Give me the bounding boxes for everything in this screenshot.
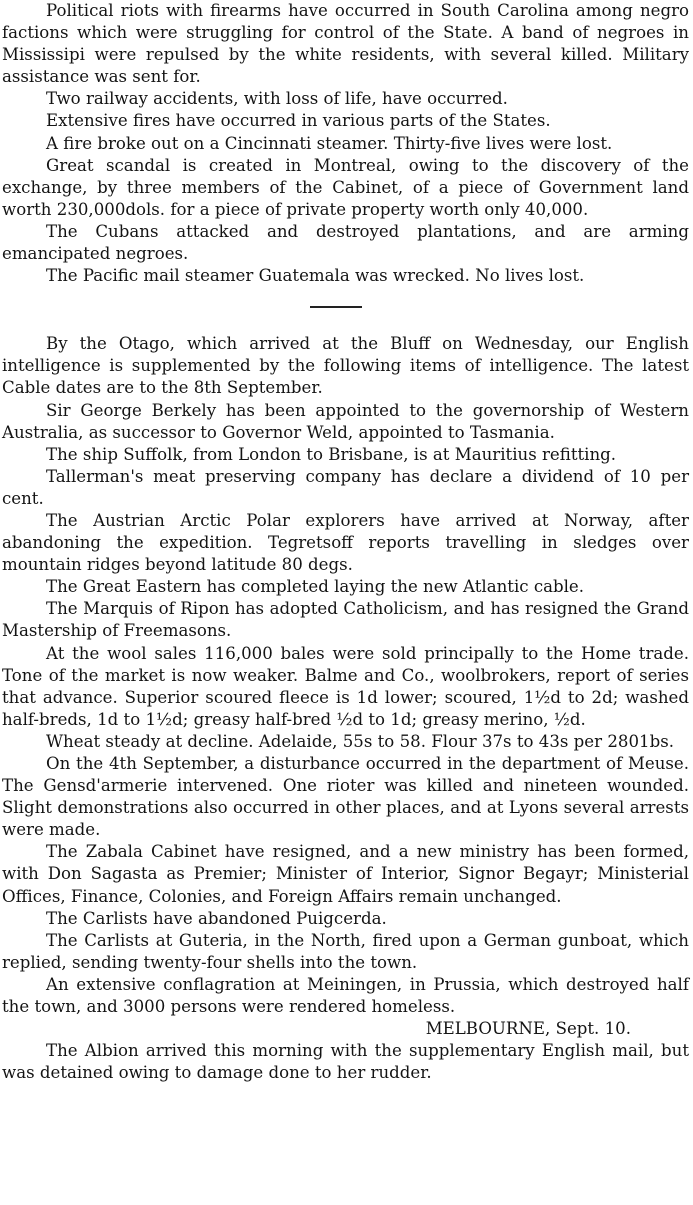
cable-news-section	[2, 0, 689, 287]
paragraph-meuse-disturbance: On the 4th September, a disturbance occurred in the department of Meuse. The Gensd'armerie intervened. One rioter was killed and nineteen wounded. Slight demonstrations also occurred in other places, and at Lyons several arrests were made.	[2, 754, 689, 840]
paragraph-carlists-guteria: The Carlists at Guteria, in the North, fired upon a German gunboat, which replied, sending twenty-four shells into the town.	[2, 930, 689, 972]
paragraph-extensive-fires: Extensive fires have occurred in various parts of the States.	[46, 111, 551, 131]
paragraph-great-eastern: The Great Eastern has completed laying the new Atlantic cable.	[46, 577, 585, 597]
paragraph-guatemala-wreck: The Pacific mail steamer Guatemala was wrecked. No lives lost.	[46, 266, 585, 286]
paragraph-tallerman-dividend: Tallerman's meat preserving company has declare a dividend of 10 per cent.	[2, 466, 689, 508]
english-intelligence-section	[2, 333, 689, 1018]
paragraph-wool-sales: At the wool sales 116,000 bales were sold principally to the Home trade. Tone of the market is now weaker. Balme and Co., woolbrokers, report of series that advance. Superior scoured fleece is 1d lower; scoured, 1½d to 2d; washed half-breds, 1d to 1½d; greasy half-bred ½d to 1d; greasy merino, ½d.	[2, 643, 689, 729]
paragraph-cincinnati-fire: A fire broke out on a Cincinnati steamer. Thirty-five lives were lost.	[46, 133, 613, 153]
paragraph-marquis-ripon: The Marquis of Ripon has adopted Catholicism, and has resigned the Grand Mastership of Freemasons.	[2, 599, 689, 641]
paragraph-carlists-puigcerda: The Carlists have abandoned Puigcerda.	[46, 908, 387, 928]
paragraph-berkely-appointment: Sir George Berkely has been appointed to the governorship of Western Australia, as successor to Governor Weld, appointed to Tasmania.	[2, 400, 689, 442]
paragraph-zabala-cabinet: The Zabala Cabinet have resigned, and a new ministry has been formed, with Don Sagasta as Premier; Minister of Interior, Signor Begayr; Ministerial Offices, Finance, Colonies, and Foreign Affairs remain unchanged.	[2, 842, 689, 906]
melbourne-section	[2, 1040, 689, 1084]
paragraph-otago-arrival: By the Otago, which arrived at the Bluff on Wednesday, our English intelligence is supplemented by the following items of intelligence. The latest Cable dates are to the 8th September.	[2, 334, 689, 398]
section-divider	[310, 306, 362, 308]
paragraph-arctic-explorers: The Austrian Arctic Polar explorers have arrived at Norway, after abandoning the expedition. Tegretsoff reports travelling in sledges over mountain ridges beyond latitude 80 degs.	[2, 510, 689, 575]
dateline-melbourne: MELBOURNE, Sept. 10.	[425, 1019, 631, 1039]
paragraph-wheat-prices: Wheat steady at decline. Adelaide, 55s to 58. Flour 37s to 43s per 2801bs.	[46, 731, 674, 751]
paragraph-south-carolina-riots: Political riots with firearms have occurred in South Carolina among negro factions which were struggling for control of the State. A band of negroes in Mississipi were repulsed by the white residents, with several killed. Military assistance was sent for.	[2, 1, 689, 87]
paragraph-cubans: The Cubans attacked and destroyed plantations, and are arming emancipated negroes.	[2, 221, 689, 264]
paragraph-meiningen-fire: An extensive conflagration at Meiningen, in Prussia, which destroyed half the town, and 3000 persons were rendered homeless.	[2, 974, 689, 1017]
paragraph-montreal-scandal: Great scandal is created in Montreal, owing to the discovery of the exchange, by three members of the Cabinet, of a piece of Government land worth 230,000dols. for a piece of private property worth only 40,000.	[2, 155, 689, 219]
paragraph-railway-accidents: Two railway accidents, with loss of life, have occurred.	[46, 89, 508, 109]
paragraph-albion-arrival: The Albion arrived this morning with the supplementary English mail, but was detained owing to damage done to her rudder.	[2, 1041, 689, 1083]
paragraph-suffolk: The ship Suffolk, from London to Brisbane, is at Mauritius refitting.	[46, 444, 617, 464]
